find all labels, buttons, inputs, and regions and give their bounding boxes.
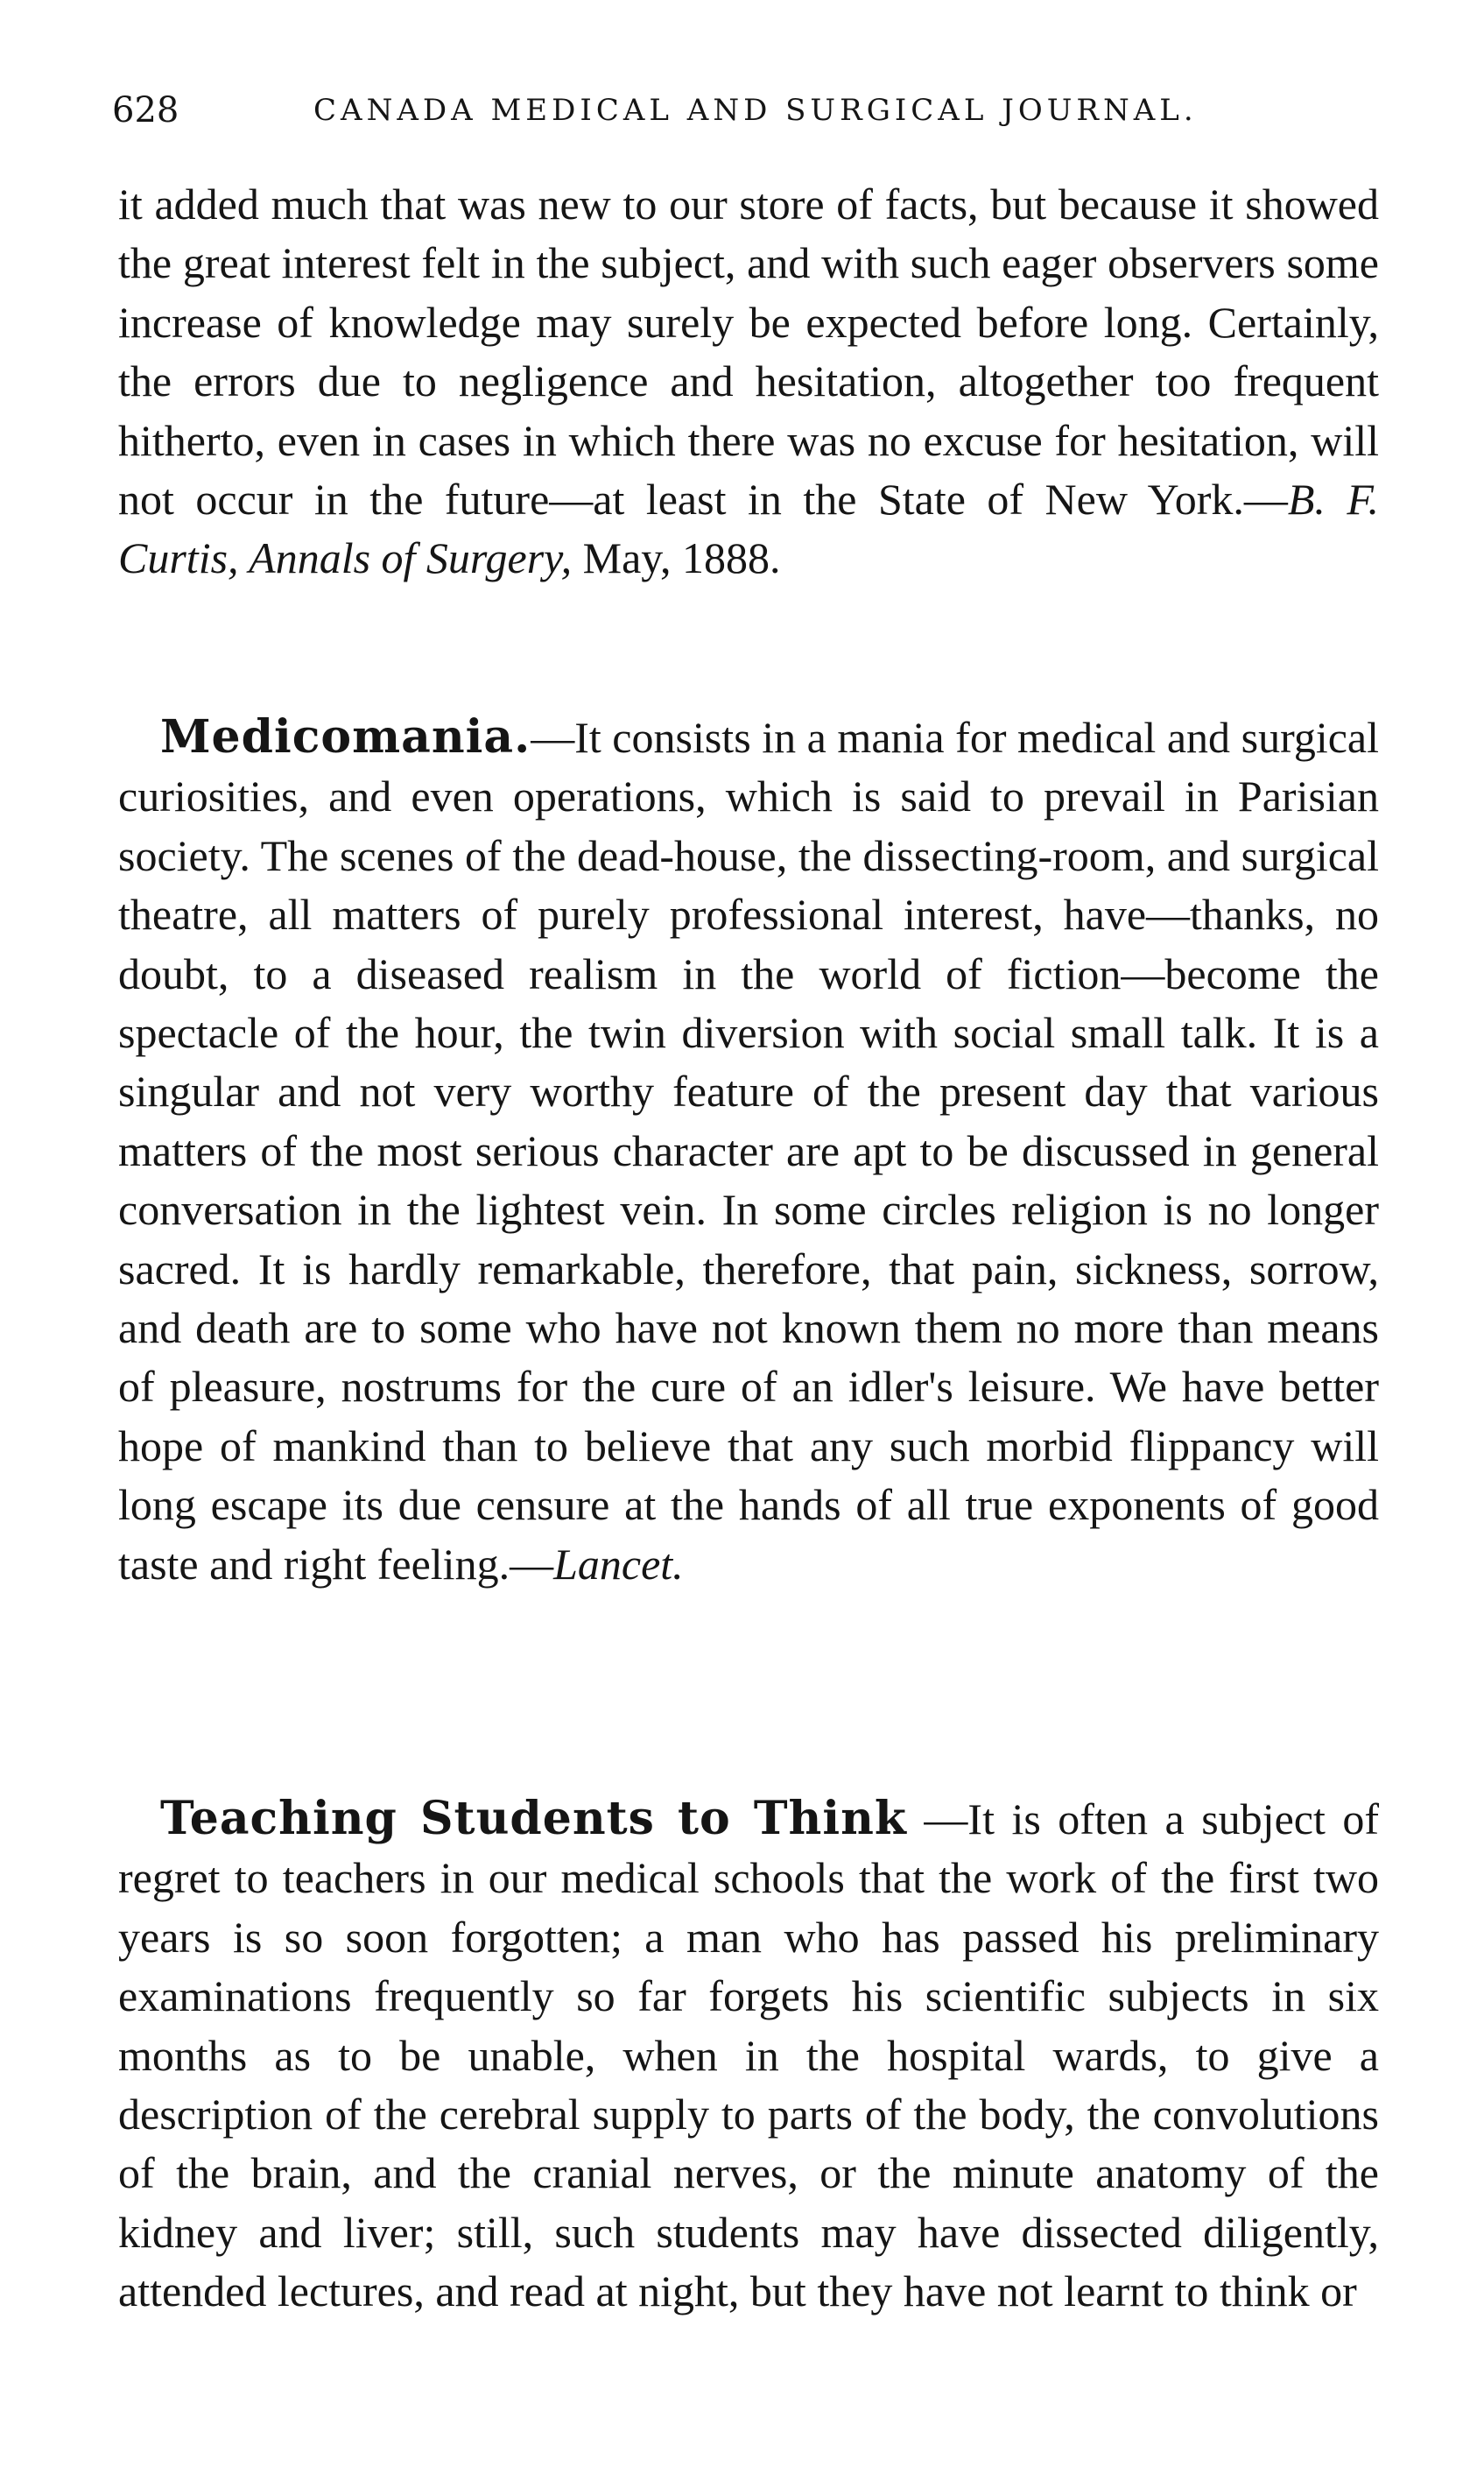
citation-date: May, 1888.	[572, 533, 781, 583]
journal-title: CANADA MEDICAL AND SURGICAL JOURNAL.	[313, 93, 1198, 128]
page-number: 628	[112, 90, 179, 130]
article-heading: Teaching Students to Think	[160, 1792, 907, 1845]
paragraph-text: it added much that was new to our store of facts, but because it showed the great interest felt in the subject, and with such eager observers some increase of knowledge may surely be expected before long. Certainly, the errors due to negligence and hesitation, altogether too frequent hitherto, even in cases in which there was no excuse for hesitation, will not occur in the future—at least in the State of New York.—	[118, 180, 1379, 525]
running-head	[112, 84, 1373, 137]
article-heading: Medicomania.	[160, 710, 531, 764]
article-body: —It consists in a mania for medical and surgical curiosities, and even operations, which is said to prevail in Parisian society. The scenes of the dead-house, the dissecting-room, and surgical theatre, all matters of purely professional interest, have—thanks, no doubt, to a diseased realism in the world of fiction—become the spectacle of the hour, the twin diversion with social small talk. It is a singular and not very worthy feature of the present day that various matters of the most serious character are apt to be discussed in general conversation in the lightest vein. In some circles religion is no longer sacred. It is hardly remarkable, therefore, that pain, sickness, sorrow, and death are to some who have not known them no more than means of pleasure, nostrums for the cure of an idler's leisure. We have better hope of mankind than to believe that any such morbid flippancy will long escape its due censure at the hands of all true exponents of good taste and right feeling.—	[118, 713, 1379, 1589]
paragraph	[118, 1789, 1379, 2322]
citation: B. F. Curtis, Annals of Surgery,	[118, 475, 1380, 583]
article-medicomania	[118, 708, 1379, 1594]
paragraph	[118, 708, 1379, 1594]
article-body: —It is often a subject of regret to teachers in our medical schools that the work of the first two years is so soon forgotten; a man who has passed his preliminary examinations frequently so far forgets his scientific subjects in six months as to be unable, when in the hospital wards, to give a description of the cerebral supply to parts of the body, the convolutions of the brain, and the cranial nerves, or the minute anatomy of the kidney and liver; still, such students may have dissected diligently, attended lectures, and read at night, but they have not learnt to think or	[118, 1794, 1379, 2316]
article-source: Lancet.	[553, 1539, 684, 1589]
article-continuation	[118, 175, 1379, 589]
paragraph	[118, 175, 1379, 589]
article-teaching-students	[118, 1789, 1379, 2322]
